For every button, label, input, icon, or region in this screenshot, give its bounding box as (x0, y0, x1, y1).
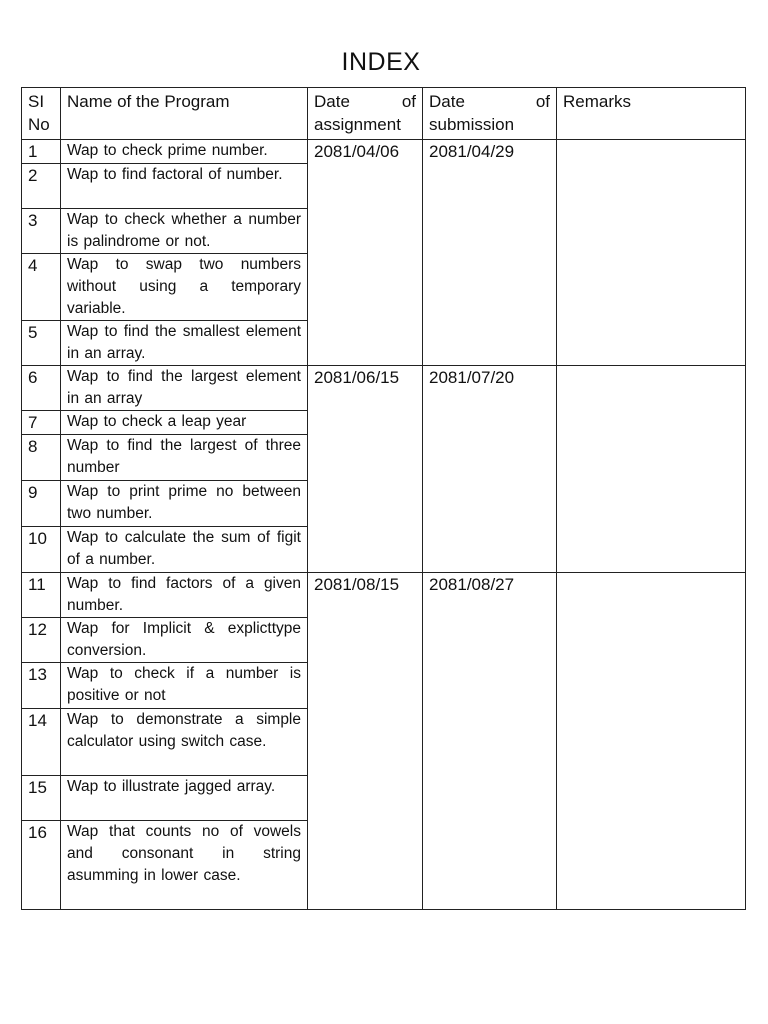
sl-no-cell: 5 (22, 321, 61, 366)
program-name-cell: Wap to print prime no between two number. (61, 481, 308, 527)
sl-no-cell: 16 (22, 821, 61, 910)
program-name-cell: Wap to swap two numbers without using a temporary variable. (61, 254, 308, 321)
header-assignment-word2: of (401, 92, 416, 111)
sl-no-cell: 8 (22, 435, 61, 481)
remarks-cell (557, 366, 746, 573)
table-row (22, 573, 746, 618)
program-name-cell: Wap to find factoral of number. (61, 164, 308, 209)
program-name-cell: Wap to check if a number is positive or not (61, 663, 308, 709)
sl-no-cell: 7 (22, 411, 61, 435)
header-sl-line2: No (28, 115, 50, 134)
sl-no-cell: 4 (22, 254, 61, 321)
header-sl-line1: SI (28, 92, 45, 111)
program-name-cell: Wap to find the largest of three number (61, 435, 308, 481)
date-of-submission-cell: 2081/08/27 (423, 573, 557, 910)
sl-no-cell: 6 (22, 366, 61, 411)
table-row (22, 366, 746, 411)
program-name-cell: Wap to calculate the sum of figit of a number. (61, 527, 308, 573)
date-of-assignment-cell: 2081/04/06 (308, 140, 423, 366)
program-name-cell: Wap to find the smallest element in an array. (61, 321, 308, 366)
sl-no-cell: 15 (22, 776, 61, 821)
program-name-cell: Wap to find factors of a given number. (61, 573, 308, 618)
header-assignment-word3: assignment (314, 115, 401, 134)
header-remarks: Remarks (557, 88, 746, 140)
header-assignment-word1: Date (314, 92, 350, 111)
header-date-of-assignment (308, 88, 423, 140)
remarks-cell (557, 573, 746, 910)
remarks-cell (557, 140, 746, 366)
sl-no-cell: 3 (22, 209, 61, 254)
header-date-of-submission (423, 88, 557, 140)
page-title: INDEX (341, 48, 421, 76)
header-row (22, 88, 746, 140)
date-of-submission-cell: 2081/07/20 (423, 366, 557, 573)
sl-no-cell: 11 (22, 573, 61, 618)
header-sl-no (22, 88, 61, 140)
sl-no-cell: 12 (22, 618, 61, 663)
program-name-cell: Wap to check prime number. (61, 140, 308, 164)
program-name-cell: Wap to demonstrate a simple calculator using switch case. (61, 709, 308, 776)
header-submission-word3: submission (429, 115, 515, 134)
program-name-cell: Wap that counts no of vowels and consonant in string asumming in lower case. (61, 821, 308, 910)
date-of-submission-cell: 2081/04/29 (423, 140, 557, 366)
header-submission-word2: of (535, 92, 550, 111)
index-table (21, 87, 746, 910)
sl-no-cell: 13 (22, 663, 61, 709)
program-name-cell: Wap for Implicit & explicttype conversion. (61, 618, 308, 663)
sl-no-cell: 1 (22, 140, 61, 164)
program-name-cell: Wap to check whether a number is palindrome or not. (61, 209, 308, 254)
sl-no-cell: 14 (22, 709, 61, 776)
sl-no-cell: 9 (22, 481, 61, 527)
date-of-assignment-cell: 2081/08/15 (308, 573, 423, 910)
header-submission-word1: Date (429, 92, 465, 111)
program-name-cell: Wap to check a leap year (61, 411, 308, 435)
program-name-cell: Wap to illustrate jagged array. (61, 776, 308, 821)
program-name-cell: Wap to find the largest element in an array (61, 366, 308, 411)
sl-no-cell: 10 (22, 527, 61, 573)
date-of-assignment-cell: 2081/06/15 (308, 366, 423, 573)
header-program-name: Name of the Program (61, 88, 308, 140)
sl-no-cell: 2 (22, 164, 61, 209)
table-row (22, 140, 746, 164)
